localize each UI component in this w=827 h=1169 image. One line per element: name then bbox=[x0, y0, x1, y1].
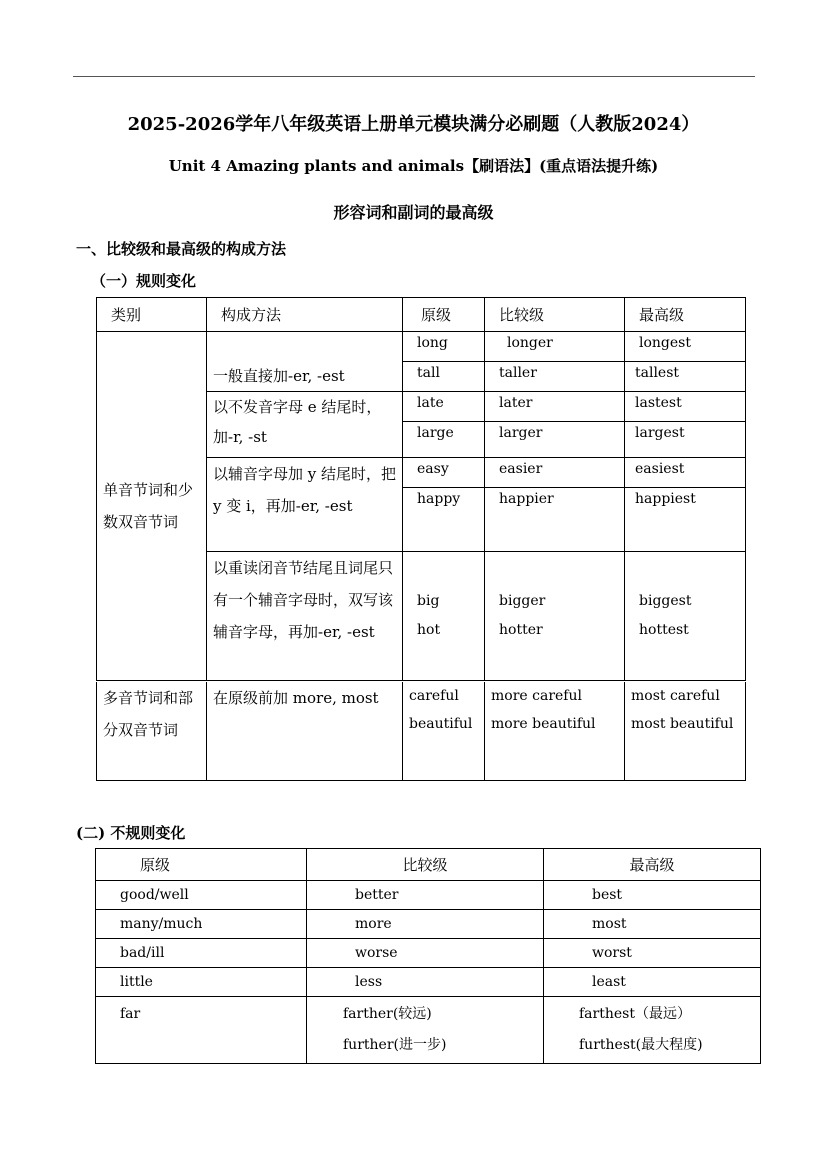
comparative-hotter: hotter bbox=[499, 622, 543, 638]
superlative-form: most bbox=[544, 910, 761, 939]
base-form: far bbox=[96, 997, 307, 1064]
superlative-form: best bbox=[544, 881, 761, 910]
category-cell: 单音节词和少数双音节词 bbox=[97, 332, 207, 681]
section1-subheading: （一）规则变化 bbox=[91, 272, 197, 290]
base-form: long bbox=[403, 332, 485, 362]
base-form: tall bbox=[403, 362, 485, 392]
superlative-hottest: hottest bbox=[639, 622, 689, 638]
section2-heading: (二) 不规则变化 bbox=[76, 824, 186, 842]
column-header: 最高级 bbox=[544, 849, 761, 881]
comparative-farther: farther(较远) bbox=[343, 1006, 432, 1022]
table-row bbox=[96, 881, 761, 910]
rule-cell: 以不发音字母 e 结尾时，加-r, -st bbox=[207, 392, 403, 458]
rule-cell: 以重读闭音节结尾且词尾只有一个辅音字母时，双写该辅音字母，再加-er, -est bbox=[207, 552, 403, 681]
base-form-hot: hot bbox=[417, 622, 441, 638]
superlative-form bbox=[625, 682, 746, 781]
column-header: 最高级 bbox=[625, 298, 746, 332]
comparative-form bbox=[485, 552, 625, 681]
table-row bbox=[97, 332, 746, 362]
table-header-row bbox=[97, 298, 746, 332]
column-header: 比较级 bbox=[485, 298, 625, 332]
table-row bbox=[97, 682, 746, 781]
table-row bbox=[96, 997, 761, 1064]
superlative-form: longest bbox=[625, 332, 746, 362]
superlative-form: worst bbox=[544, 939, 761, 968]
superlative-furthest: furthest(最大程度) bbox=[579, 1037, 703, 1053]
superlative-most-careful: most careful bbox=[631, 688, 720, 704]
base-form: easy bbox=[403, 458, 485, 488]
superlative-form: least bbox=[544, 968, 761, 997]
base-form bbox=[403, 682, 485, 781]
comparative-more-beautiful: more beautiful bbox=[491, 716, 596, 732]
base-form: little bbox=[96, 968, 307, 997]
category-cell: 多音节词和部分双音节词 bbox=[97, 682, 207, 781]
multi-syllable-table bbox=[96, 682, 746, 781]
column-header: 构成方法 bbox=[207, 298, 403, 332]
comparative-more-careful: more careful bbox=[491, 688, 582, 704]
comparative-form: later bbox=[485, 392, 625, 422]
base-form: many/much bbox=[96, 910, 307, 939]
comparative-form: worse bbox=[307, 939, 544, 968]
superlative-farthest: farthest（最远） bbox=[579, 1006, 691, 1022]
base-form: late bbox=[403, 392, 485, 422]
superlative-form: happiest bbox=[625, 488, 746, 552]
base-form: happy bbox=[403, 488, 485, 552]
column-header: 类别 bbox=[97, 298, 207, 332]
base-form-big: big bbox=[417, 593, 440, 609]
base-beautiful: beautiful bbox=[409, 716, 473, 732]
topic-title: 形容词和副词的最高级 bbox=[333, 203, 494, 222]
base-form: good/well bbox=[96, 881, 307, 910]
superlative-biggest: biggest bbox=[639, 593, 692, 609]
comparative-form: happier bbox=[485, 488, 625, 552]
section1-heading: 一、比较级和最高级的构成方法 bbox=[76, 240, 287, 258]
comparative-form: less bbox=[307, 968, 544, 997]
comparative-further: further(进一步) bbox=[343, 1037, 447, 1053]
comparative-form: taller bbox=[485, 362, 625, 392]
column-header: 原级 bbox=[403, 298, 485, 332]
superlative-form bbox=[625, 552, 746, 681]
superlative-form: easiest bbox=[625, 458, 746, 488]
irregular-forms-table bbox=[95, 848, 761, 1064]
comparative-form: easier bbox=[485, 458, 625, 488]
superlative-form: lastest bbox=[625, 392, 746, 422]
comparative-form bbox=[485, 682, 625, 781]
header-rule bbox=[73, 76, 755, 77]
regular-forms-table bbox=[96, 297, 746, 681]
column-header: 原级 bbox=[96, 849, 307, 881]
rule-cell: 一般直接加-er, -est bbox=[207, 332, 403, 392]
comparative-form: longer bbox=[485, 332, 625, 362]
superlative-form: largest bbox=[625, 422, 746, 458]
table-row bbox=[96, 968, 761, 997]
table-row bbox=[96, 910, 761, 939]
comparative-bigger: bigger bbox=[499, 593, 546, 609]
rule-cell: 在原级前加 more, most bbox=[207, 682, 403, 781]
comparative-form: better bbox=[307, 881, 544, 910]
rule-cell: 以辅音字母加 y 结尾时，把 y 变 i，再加-er, -est bbox=[207, 458, 403, 552]
document-subtitle: Unit 4 Amazing plants and animals【刷语法】(重点语法提升练) bbox=[168, 157, 659, 175]
base-form: bad/ill bbox=[96, 939, 307, 968]
superlative-most-beautiful: most beautiful bbox=[631, 716, 734, 732]
base-form bbox=[403, 552, 485, 681]
document-title: 2025-2026学年八年级英语上册单元模块满分必刷题（人教版2024） bbox=[127, 114, 700, 135]
base-careful: careful bbox=[409, 688, 459, 704]
table-header-row bbox=[96, 849, 761, 881]
superlative-form bbox=[544, 997, 761, 1064]
base-form: large bbox=[403, 422, 485, 458]
comparative-form: larger bbox=[485, 422, 625, 458]
table-row bbox=[96, 939, 761, 968]
column-header: 比较级 bbox=[307, 849, 544, 881]
comparative-form: more bbox=[307, 910, 544, 939]
superlative-form: tallest bbox=[625, 362, 746, 392]
comparative-form bbox=[307, 997, 544, 1064]
